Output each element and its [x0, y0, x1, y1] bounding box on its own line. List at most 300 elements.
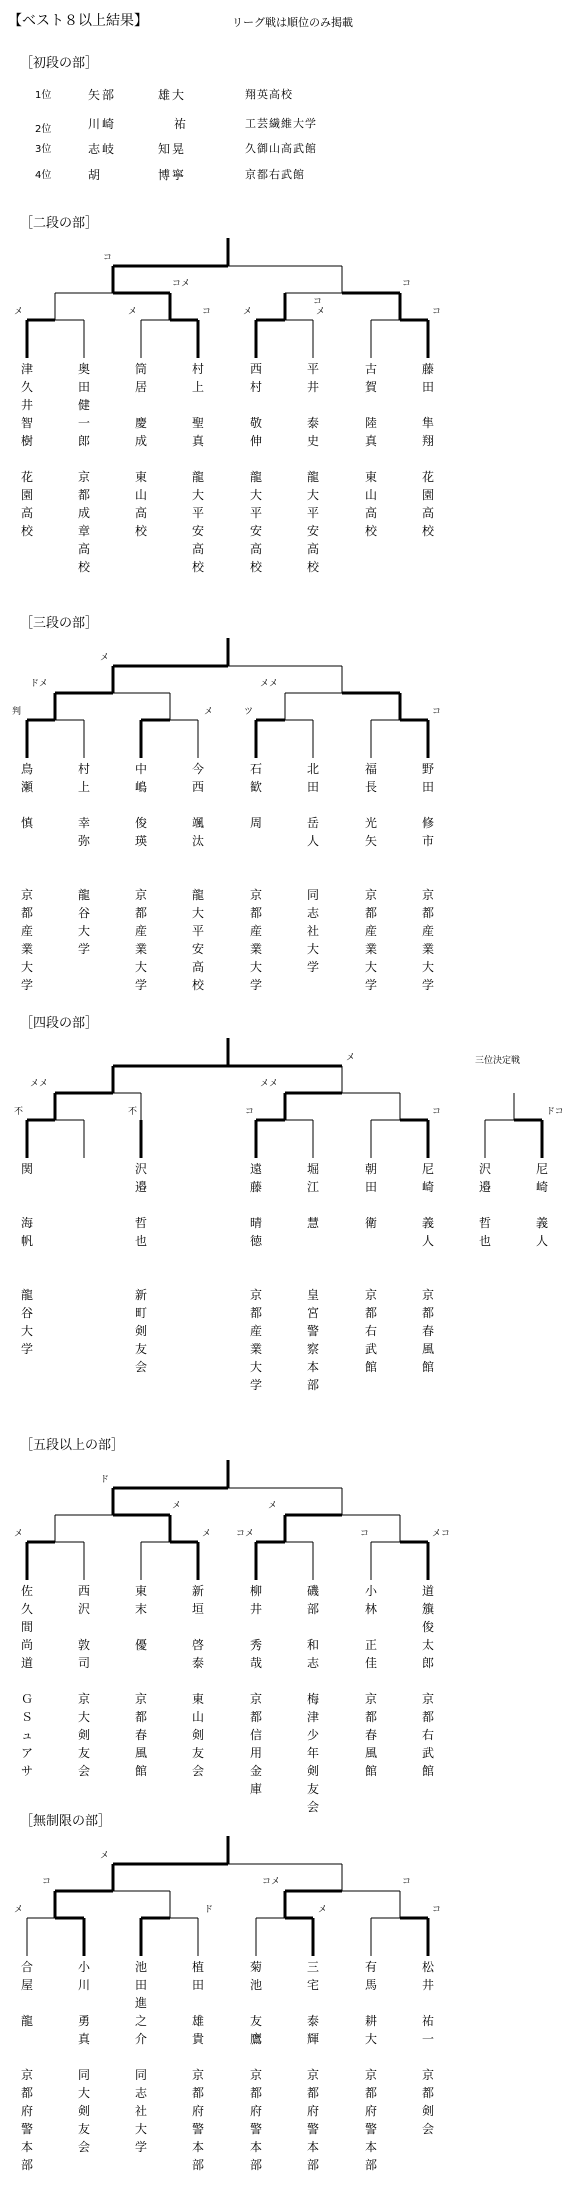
player-char	[419, 2048, 437, 2066]
player-char: 友	[77, 1746, 90, 1760]
player-char: 晴	[249, 1216, 262, 1230]
player-char: 会	[306, 1800, 319, 1814]
player-char: 業	[249, 1342, 262, 1356]
player-char: 都	[364, 906, 377, 920]
player-char: 石	[249, 762, 262, 776]
player-char: 都	[134, 906, 147, 920]
player-char: Ｇ	[20, 1692, 33, 1706]
player-char: 村	[249, 380, 262, 394]
player-char: 右	[421, 1728, 434, 1742]
player-char: 京	[421, 1288, 434, 1302]
player-char	[75, 450, 93, 468]
player-char: 西	[191, 780, 204, 794]
player-char	[304, 1232, 322, 1250]
player-char: 宮	[306, 1306, 319, 1320]
player-char	[189, 396, 207, 414]
player-char: 義	[421, 1216, 434, 1230]
player-char: 祐	[421, 2014, 434, 2028]
player-char: 慶	[134, 416, 147, 430]
player-char: 平	[306, 506, 319, 520]
player-column	[362, 1958, 380, 2174]
player-char: 京	[421, 888, 434, 902]
player-char: 都	[20, 2086, 33, 2100]
family-name: 川崎	[88, 117, 117, 131]
player-char: 都	[364, 1710, 377, 1724]
player-char	[362, 450, 380, 468]
bracket-sandan	[0, 638, 571, 768]
player-char: 道	[421, 1584, 434, 1598]
player-char	[189, 868, 207, 886]
rank-label: 1位	[35, 90, 52, 101]
result-mark: 不	[14, 1107, 24, 1117]
player-char: 郎	[77, 434, 90, 448]
player-char: 本	[249, 2140, 262, 2154]
player-char: 都	[306, 2086, 319, 2100]
player-char: 都	[20, 906, 33, 920]
player-char: 都	[249, 2086, 262, 2100]
player-char: 同	[134, 2068, 147, 2082]
result-mark: コメ	[172, 279, 191, 289]
player-char: 沢	[478, 1162, 491, 1176]
player-char	[247, 1250, 265, 1268]
player-char: 大	[306, 942, 319, 956]
result-mark: ドコ	[546, 1107, 564, 1117]
player-char: 産	[421, 924, 434, 938]
player-char: 智	[20, 416, 33, 430]
result-mark: メコ	[432, 1529, 451, 1539]
third-place-player-column	[533, 1160, 551, 1250]
player-char: 田	[191, 1978, 204, 1992]
player-char: 産	[364, 924, 377, 938]
player-char	[18, 450, 36, 468]
player-char: 高	[364, 506, 377, 520]
player-char: 校	[364, 524, 377, 538]
player-char: 友	[249, 2014, 262, 2028]
player-char: 秀	[249, 1638, 262, 1652]
player-char	[247, 396, 265, 414]
player-char: 春	[134, 1728, 147, 1742]
player-char	[362, 2048, 380, 2066]
player-char: 館	[364, 1360, 377, 1374]
result-mark: メ	[100, 653, 110, 663]
player-char	[189, 2048, 207, 2066]
player-char: 歓	[249, 780, 262, 794]
result-mark: メメ	[260, 679, 279, 689]
player-char: 遠	[249, 1162, 262, 1176]
result-mark: コメ	[262, 1877, 281, 1887]
player-char: 校	[20, 524, 33, 538]
player-char: 信	[249, 1728, 262, 1742]
player-char: 池	[134, 1960, 147, 1974]
player-column	[362, 760, 380, 994]
player-char: 尚	[20, 1638, 33, 1652]
result-mark: メ	[100, 1851, 110, 1861]
player-char: 部	[306, 1378, 319, 1392]
player-char	[247, 1196, 265, 1214]
section-title-sandan: ［三段の部］	[20, 616, 99, 631]
player-char: 井	[20, 398, 33, 412]
player-char: 剣	[306, 1764, 319, 1778]
player-char: 龍	[77, 888, 90, 902]
player-char	[132, 1196, 150, 1214]
player-char	[419, 396, 437, 414]
player-char: 会	[191, 1764, 204, 1778]
player-char: 徳	[249, 1234, 262, 1248]
player-char: 府	[249, 2104, 262, 2118]
player-column	[419, 1582, 437, 1780]
player-char: 賀	[364, 380, 377, 394]
player-char: 和	[306, 1638, 319, 1652]
player-char: 松	[421, 1960, 434, 1974]
result-mark: メ	[14, 1529, 24, 1539]
given-name: 雄大	[158, 88, 187, 102]
player-char	[419, 850, 437, 868]
player-char: 人	[535, 1234, 548, 1248]
league-row	[0, 86, 571, 104]
player-char: 都	[191, 2086, 204, 2100]
player-char: 西	[77, 1584, 90, 1598]
player-char: 馬	[364, 1978, 377, 1992]
player-char	[18, 1268, 36, 1286]
player-char: 社	[134, 2104, 147, 2118]
player-char	[419, 1994, 437, 2012]
player-column	[132, 1958, 150, 2156]
player-char	[247, 832, 265, 850]
given-name: 祐	[174, 117, 189, 131]
school-name: 翔英高校	[245, 88, 293, 101]
player-char: 本	[364, 2140, 377, 2154]
player-char: 尼	[421, 1162, 434, 1176]
player-column	[189, 760, 207, 994]
player-char: 高	[306, 542, 319, 556]
player-char: 津	[306, 1710, 319, 1724]
page-note: リーグ戦は順位のみ掲載	[232, 16, 353, 29]
player-char: 衛	[364, 1216, 377, 1230]
player-char	[189, 450, 207, 468]
player-char: 産	[249, 1324, 262, 1338]
player-char	[18, 832, 36, 850]
player-char: 村	[77, 762, 90, 776]
player-char: 陸	[364, 416, 377, 430]
section-title-nidan: ［二段の部］	[20, 216, 99, 231]
player-char: 市	[421, 834, 434, 848]
result-mark: 判	[12, 707, 22, 717]
player-char: 幸	[77, 816, 90, 830]
result-mark: メ	[318, 1905, 328, 1915]
player-char	[362, 1672, 380, 1690]
player-char: 三	[306, 1960, 319, 1974]
result-mark: コ	[360, 1529, 370, 1539]
player-char: 鷹	[249, 2032, 262, 2046]
given-name: 知晃	[158, 142, 187, 156]
player-char: 義	[535, 1216, 548, 1230]
player-column	[247, 1160, 265, 1394]
player-char: 龍	[191, 888, 204, 902]
player-char: 北	[306, 762, 319, 776]
player-char: 大	[364, 960, 377, 974]
player-char: 藤	[249, 1180, 262, 1194]
player-char: 風	[134, 1746, 147, 1760]
player-char: 尼	[535, 1162, 548, 1176]
player-char: 之	[134, 2014, 147, 2028]
player-char	[132, 396, 150, 414]
player-char: 学	[421, 978, 434, 992]
player-char: 大	[364, 2032, 377, 2046]
player-char: 京	[77, 470, 90, 484]
player-char: 友	[191, 1746, 204, 1760]
player-char: 園	[421, 488, 434, 502]
player-char: 園	[20, 488, 33, 502]
family-name: 志岐	[88, 142, 117, 156]
player-char: 川	[77, 1978, 90, 1992]
player-column	[304, 1958, 322, 2174]
player-char: 年	[306, 1746, 319, 1760]
player-char: 山	[191, 1710, 204, 1724]
player-char: 社	[306, 924, 319, 938]
player-char: 一	[77, 416, 90, 430]
player-char	[362, 1196, 380, 1214]
player-char: 上	[191, 380, 204, 394]
player-char: 哲	[478, 1216, 491, 1230]
player-column	[247, 1958, 265, 2174]
player-char: 同	[306, 888, 319, 902]
player-char: 都	[421, 906, 434, 920]
player-char	[247, 850, 265, 868]
player-char: 大	[249, 1360, 262, 1374]
player-column	[75, 1958, 93, 2156]
player-char: 崎	[421, 1180, 434, 1194]
player-char	[189, 1994, 207, 2012]
player-char: 京	[134, 888, 147, 902]
player-char: 成	[77, 506, 90, 520]
bracket-museigen	[0, 1836, 571, 1966]
bracket-yondan	[0, 1038, 571, 1168]
player-char: 都	[421, 1306, 434, 1320]
player-char	[476, 1196, 494, 1214]
player-char: 成	[134, 434, 147, 448]
player-char: 岳	[306, 816, 319, 830]
result-mark: コ	[402, 279, 412, 289]
result-mark: コ	[202, 307, 212, 317]
section-title-yondan: ［四段の部］	[20, 1016, 99, 1031]
player-char: 安	[306, 524, 319, 538]
player-char: 都	[421, 2086, 434, 2100]
player-char	[18, 2030, 36, 2048]
player-char	[18, 1178, 36, 1196]
result-mark: メ	[316, 307, 326, 317]
player-char: 人	[306, 834, 319, 848]
given-name: 博寧	[158, 168, 187, 182]
player-char: 龍	[249, 470, 262, 484]
player-char: 宅	[306, 1978, 319, 1992]
result-mark: メメ	[260, 1079, 279, 1089]
player-char: 金	[249, 1764, 262, 1778]
player-char: 大	[249, 960, 262, 974]
player-char: 林	[364, 1602, 377, 1616]
player-char: 府	[20, 2104, 33, 2118]
player-char: 東	[134, 470, 147, 484]
school-name: 久御山高武館	[245, 142, 317, 155]
player-char: ュ	[20, 1728, 33, 1742]
player-column	[362, 360, 380, 540]
player-char: 慧	[306, 1216, 319, 1230]
player-char: 藤	[421, 362, 434, 376]
player-char	[304, 396, 322, 414]
player-char: 居	[134, 380, 147, 394]
player-char: 都	[249, 1306, 262, 1320]
player-char: 龍	[20, 1288, 33, 1302]
player-char: 剣	[77, 1728, 90, 1742]
player-char: 大	[191, 906, 204, 920]
player-char: 村	[191, 362, 204, 376]
player-char: 部	[20, 2158, 33, 2172]
player-char: 久	[20, 380, 33, 394]
player-char	[533, 1196, 551, 1214]
player-char: 部	[306, 1602, 319, 1616]
player-char: 菊	[249, 1960, 262, 1974]
result-mark: メメ	[30, 1079, 49, 1089]
player-char: 学	[20, 978, 33, 992]
player-char	[362, 796, 380, 814]
player-char: 柳	[249, 1584, 262, 1598]
player-char: 道	[20, 1656, 33, 1670]
result-mark: メ	[128, 307, 138, 317]
league-row	[0, 140, 571, 158]
player-char: 一	[421, 2032, 434, 2046]
player-char: 平	[191, 506, 204, 520]
player-column	[75, 760, 93, 958]
player-char	[18, 1196, 36, 1214]
player-char	[132, 1268, 150, 1286]
player-char: 泰	[306, 2014, 319, 2028]
player-char: 京	[421, 2068, 434, 2082]
player-char	[132, 796, 150, 814]
player-char: 業	[20, 942, 33, 956]
player-column	[189, 1958, 207, 2174]
player-char: 大	[134, 960, 147, 974]
section-title-museigen: ［無制限の部］	[20, 1814, 112, 1829]
player-char	[132, 1618, 150, 1636]
player-char: 山	[134, 488, 147, 502]
player-column	[304, 360, 322, 576]
player-char: 関	[20, 1162, 33, 1176]
result-mark: コ	[432, 707, 442, 717]
player-char: 京	[191, 2068, 204, 2082]
player-char: 武	[421, 1746, 434, 1760]
player-char: 京	[249, 2068, 262, 2082]
player-char: 高	[77, 542, 90, 556]
result-mark: ド	[204, 1905, 214, 1915]
player-char: 志	[134, 2086, 147, 2100]
player-char: 本	[191, 2140, 204, 2154]
player-char: 安	[249, 524, 262, 538]
player-char: 池	[249, 1978, 262, 1992]
player-char: 小	[77, 1960, 90, 1974]
player-char: 磯	[306, 1584, 319, 1598]
player-char: 泰	[191, 1656, 204, 1670]
player-char: 会	[77, 1764, 90, 1778]
player-char: 館	[134, 1764, 147, 1778]
player-char: 学	[20, 1342, 33, 1356]
player-char: 府	[191, 2104, 204, 2118]
player-char: 有	[364, 1960, 377, 1974]
result-mark: コ	[313, 297, 323, 307]
player-char: 太	[421, 1638, 434, 1652]
player-char	[362, 850, 380, 868]
player-char: 大	[77, 2086, 90, 2100]
player-char: 京	[364, 888, 377, 902]
player-char: 介	[134, 2032, 147, 2046]
player-char: 龍	[20, 2014, 33, 2028]
player-char: 谷	[77, 906, 90, 920]
player-char	[247, 450, 265, 468]
player-char: 津	[20, 362, 33, 376]
player-char: 大	[306, 488, 319, 502]
player-char: 雄	[191, 2014, 204, 2028]
player-char: 校	[77, 560, 90, 574]
player-char	[362, 1250, 380, 1268]
player-char	[304, 1250, 322, 1268]
player-char: 警	[191, 2122, 204, 2136]
player-char: 田	[77, 380, 90, 394]
player-char: 館	[421, 1764, 434, 1778]
player-char	[362, 1994, 380, 2012]
player-column	[18, 1160, 36, 1358]
player-char	[419, 450, 437, 468]
player-char: 高	[191, 542, 204, 556]
player-char: 垣	[191, 1602, 204, 1616]
result-mark: コ	[432, 307, 442, 317]
result-mark: メ	[268, 1501, 278, 1511]
player-char: 優	[134, 1638, 147, 1652]
player-char: 瑛	[134, 834, 147, 848]
player-char: 少	[306, 1728, 319, 1742]
league-row	[0, 115, 571, 133]
player-char: 剣	[421, 2104, 434, 2118]
player-char	[18, 2048, 36, 2066]
player-char: 京	[20, 2068, 33, 2082]
player-char: 真	[77, 2032, 90, 2046]
player-char: 長	[364, 780, 377, 794]
player-char	[304, 1994, 322, 2012]
player-char: 都	[249, 1710, 262, 1724]
player-column	[247, 760, 265, 994]
player-char: 警	[306, 1324, 319, 1338]
rank-label: 3位	[35, 144, 52, 155]
player-char: 剣	[191, 1728, 204, 1742]
player-char: 高	[191, 960, 204, 974]
player-char: 本	[20, 2140, 33, 2154]
result-mark: コ	[245, 1107, 255, 1117]
player-char	[18, 796, 36, 814]
player-char	[419, 796, 437, 814]
player-char: 本	[306, 1360, 319, 1374]
player-char: 都	[249, 906, 262, 920]
player-char	[132, 450, 150, 468]
player-char: 業	[134, 942, 147, 956]
player-char: 学	[77, 942, 90, 956]
player-char: 都	[77, 488, 90, 502]
player-char	[18, 868, 36, 886]
player-char: 哲	[134, 1216, 147, 1230]
player-char: 都	[364, 1306, 377, 1320]
player-char: 大	[77, 1710, 90, 1724]
player-char: 本	[306, 2140, 319, 2154]
player-char: 東	[134, 1584, 147, 1598]
player-char: 京	[364, 2068, 377, 2082]
player-char: 同	[77, 2068, 90, 2082]
player-char: 瀬	[20, 780, 33, 794]
